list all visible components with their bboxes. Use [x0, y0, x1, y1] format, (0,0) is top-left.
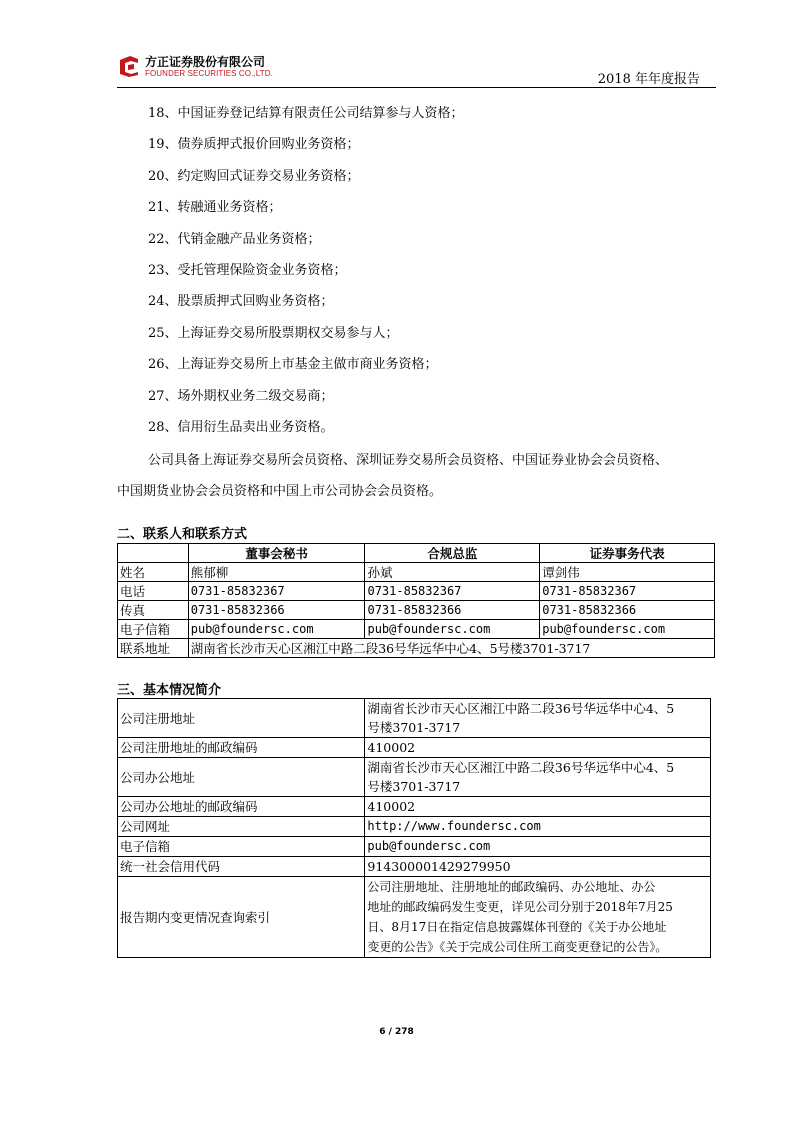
table-cell: 0731-85832367	[365, 582, 540, 601]
paragraph-line: 公司具备上海证券交易所会员资格、深圳证券交易所会员资格、中国证券业协会会员资格、	[148, 453, 669, 468]
table-row	[118, 738, 711, 758]
list-item: 20、约定购回式证券交易业务资格；	[148, 168, 360, 184]
row-label: 公司注册地址	[118, 699, 365, 738]
table-cell: 0731-85832367	[188, 582, 365, 601]
row-label: 报告期内变更情况查询索引	[118, 877, 365, 958]
table-cell: 熊郁柳	[188, 563, 365, 582]
table-row	[118, 563, 715, 582]
cell-line: 号楼3701-3717	[367, 779, 461, 794]
cell-line: pub@foundersc.com	[367, 839, 491, 853]
membership-paragraph	[117, 445, 707, 507]
row-label: 传真	[118, 601, 189, 620]
row-label: 联系地址	[118, 639, 189, 658]
cell-line: 公司注册地址、注册地址的邮政编码、办公地址、办公	[367, 880, 656, 894]
row-label: 电话	[118, 582, 189, 601]
table-row	[118, 639, 715, 658]
row-label: 电子信箱	[118, 837, 365, 857]
cell-line: 号楼3701-3717	[367, 720, 461, 735]
email-cell: pub@foundersc.com	[365, 620, 540, 639]
table-cell	[365, 738, 711, 758]
table-row	[118, 877, 711, 958]
address-cell: 湖南省长沙市天心区湘江中路二段36号华远华中心4、5号楼3701-3717	[188, 639, 714, 658]
table-cell	[365, 797, 711, 817]
table-cell: 0731-85832367	[540, 582, 715, 601]
list-item: 24、股票质押式回购业务资格；	[148, 294, 334, 310]
table-row	[118, 699, 711, 738]
cell-line: 地址的邮政编码发生变更，详见公司分别于2018年7月25	[367, 900, 673, 914]
row-label: 公司网址	[118, 817, 365, 837]
table-cell: 0731-85832366	[188, 601, 365, 620]
cell-line: 变更的公告》《关于完成公司住所工商变更登记的公告》。	[367, 940, 668, 954]
table-row	[118, 601, 715, 620]
table-row	[118, 797, 711, 817]
cell-line: 日、8月17日在指定信息披露媒体刊登的《关于办公地址	[367, 920, 667, 934]
list-item: 25、上海证券交易所股票期权交易参与人；	[148, 325, 399, 341]
cell-line: 410002	[367, 740, 416, 755]
row-label: 姓名	[118, 563, 189, 582]
basic-info-table	[117, 698, 711, 958]
email-cell: pub@foundersc.com	[188, 620, 365, 639]
table-header-cell	[118, 544, 189, 563]
table-cell: 谭剑伟	[540, 563, 715, 582]
cell-line: 410002	[367, 799, 416, 814]
row-label: 公司注册地址的邮政编码	[118, 738, 365, 758]
email-cell: pub@foundersc.com	[540, 620, 715, 639]
list-item: 23、受托管理保险资金业务资格；	[148, 262, 347, 278]
table-row	[118, 758, 711, 797]
email-cell	[365, 837, 711, 857]
row-label: 电子信箱	[118, 620, 189, 639]
list-item: 21、转融通业务资格；	[148, 200, 282, 216]
company-name-en: FOUNDER SECURITIES CO.,LTD.	[145, 69, 273, 78]
table-row	[118, 620, 715, 639]
table-header-cell: 合规总监	[365, 544, 540, 563]
table-cell: 0731-85832366	[365, 601, 540, 620]
cell-line: 湖南省长沙市天心区湘江中路二段36号华远华中心4、5	[367, 701, 675, 716]
cell-line: 914300001429279950	[367, 859, 511, 874]
section-title-contact: 二、联系人和联系方式	[117, 527, 248, 542]
contact-table	[117, 543, 715, 658]
founder-logo-icon	[117, 54, 141, 78]
table-row	[118, 582, 715, 601]
table-header-cell: 证券事务代表	[540, 544, 715, 563]
table-row	[118, 857, 711, 877]
page-number: 6 / 278	[379, 1027, 414, 1037]
page-header	[117, 50, 716, 90]
report-title: 2018 年年度报告	[597, 72, 700, 87]
header-divider	[117, 87, 716, 88]
table-cell	[365, 877, 711, 958]
cell-line: http://www.foundersc.com	[367, 819, 541, 833]
website-cell	[365, 817, 711, 837]
table-row	[118, 837, 711, 857]
section-title-basic: 三、基本情况简介	[117, 683, 222, 698]
table-row	[118, 817, 711, 837]
list-item: 26、上海证券交易所上市基金主做市商业务资格；	[148, 357, 438, 373]
paragraph-line: 中国期货业协会会员资格和中国上市公司协会会员资格。	[117, 484, 443, 499]
list-item: 19、债券质押式报价回购业务资格；	[148, 137, 360, 153]
list-item: 28、信用衍生品卖出业务资格。	[148, 419, 334, 435]
table-cell	[365, 758, 711, 797]
list-item: 22、代销金融产品业务资格；	[148, 231, 321, 247]
row-label: 公司办公地址的邮政编码	[118, 797, 365, 817]
table-cell	[365, 699, 711, 738]
qualification-list	[148, 103, 464, 448]
table-header-cell: 董事会秘书	[188, 544, 365, 563]
row-label: 统一社会信用代码	[118, 857, 365, 877]
list-item: 18、中国证券登记结算有限责任公司结算参与人资格；	[148, 106, 464, 121]
company-name-cn: 方正证券股份有限公司	[145, 55, 266, 69]
list-item: 27、场外期权业务二级交易商；	[148, 388, 334, 404]
cell-line: 湖南省长沙市天心区湘江中路二段36号华远华中心4、5	[367, 760, 675, 775]
table-header-row	[118, 544, 715, 563]
table-cell: 孙斌	[365, 563, 540, 582]
row-label: 公司办公地址	[118, 758, 365, 797]
table-cell	[365, 857, 711, 877]
table-cell: 0731-85832366	[540, 601, 715, 620]
